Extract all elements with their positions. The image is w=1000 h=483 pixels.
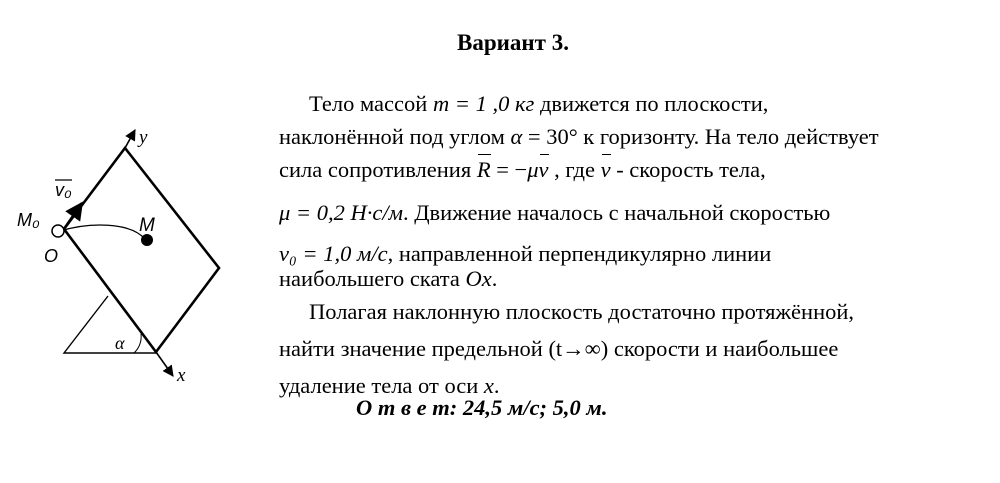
point-m0: [52, 225, 64, 237]
vector-r: R: [477, 153, 491, 186]
problem-line-2: наклонённой под углом α = 30° к горизонту. На тело действует: [279, 124, 879, 149]
mass-value: m = 1 ,0 кг: [432, 91, 535, 116]
problem-line-6: наибольшего ската Ox.: [279, 266, 498, 291]
vector-v-2: v: [601, 153, 611, 186]
label-v0: v₀: [55, 180, 72, 200]
answer-text: О т в е т: 24,5 м/с; 5,0 м.: [356, 395, 608, 420]
v0-value: v₀ = 1,0 м/с: [279, 241, 388, 266]
label-m0: M₀: [17, 210, 40, 230]
problem-line-5: v₀ = 1,0 м/с, направленной перпендикулярно линии: [279, 241, 772, 266]
label-m: M: [139, 215, 155, 236]
label-y: y: [139, 127, 148, 148]
problem-line-1: Тело массой m = 1 ,0 кг движется по плоскости,: [309, 91, 769, 116]
inclined-plane-figure: [0, 115, 270, 405]
inclined-plane: [64, 148, 219, 352]
problem-line-4: μ = 0,2 Н·с/м. Движение началось с начальной скоростью: [279, 200, 831, 225]
y-axis: [125, 130, 135, 148]
vector-v: v: [539, 153, 549, 186]
problem-line-8: найти значение предельной (t→∞) скорости и наибольшее: [279, 336, 839, 361]
problem-line-3: сила сопротивления R = −μv , где v - скорость тела,: [279, 153, 989, 186]
problem-line-7: Полагая наклонную плоскость достаточно протяжённой,: [309, 299, 855, 324]
problem-line-9: удаление тела от оси x.: [279, 373, 500, 398]
label-x: x: [177, 365, 186, 386]
mu-value: μ = 0,2 Н·с/м: [279, 200, 403, 225]
label-o: O: [44, 246, 59, 266]
x-axis: [156, 352, 173, 376]
alpha-arc: [134, 334, 141, 353]
problem-text: [279, 87, 989, 402]
page-title: Вариант 3.: [457, 30, 569, 55]
label-alpha: α: [115, 333, 125, 353]
